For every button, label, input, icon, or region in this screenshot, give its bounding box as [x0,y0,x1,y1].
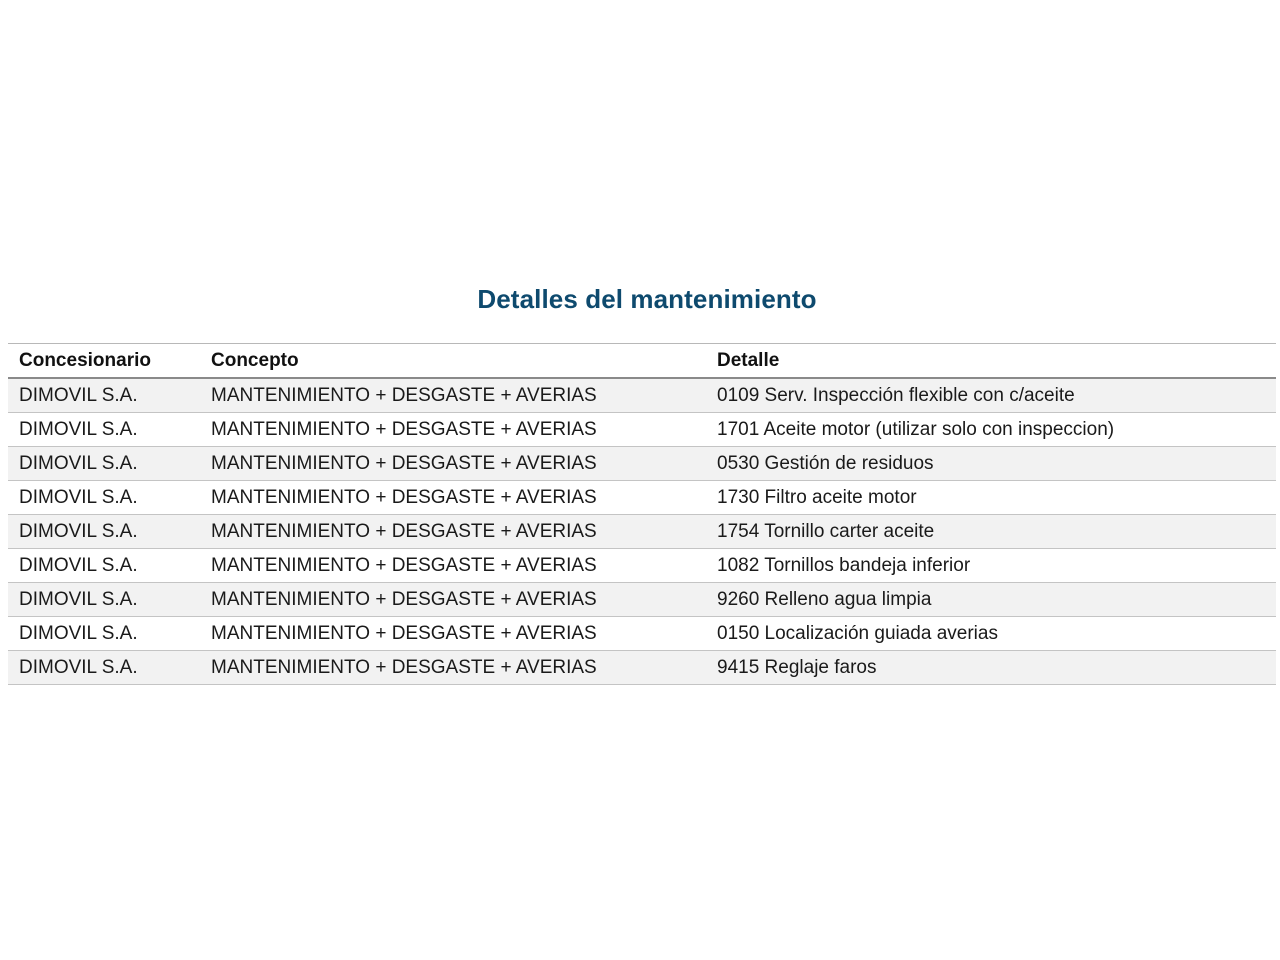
cell-detalle: 9260 Relleno agua limpia [706,583,1276,617]
table-row [8,617,1276,651]
cell-concesionario: DIMOVIL S.A. [8,413,200,447]
cell-concesionario: DIMOVIL S.A. [8,481,200,515]
cell-detalle: 9415 Reglaje faros [706,651,1276,685]
cell-detalle: 0530 Gestión de residuos [706,447,1276,481]
cell-concesionario: DIMOVIL S.A. [8,515,200,549]
cell-detalle: 1082 Tornillos bandeja inferior [706,549,1276,583]
table-row [8,447,1276,481]
table-row [8,549,1276,583]
table-row [8,481,1276,515]
cell-concesionario: DIMOVIL S.A. [8,583,200,617]
column-header-concesionario: Concesionario [19,349,151,371]
table-header [8,344,1276,379]
column-header-detalle: Detalle [717,349,780,371]
cell-concesionario: DIMOVIL S.A. [8,617,200,651]
table-row [8,651,1276,685]
cell-concepto: MANTENIMIENTO + DESGASTE + AVERIAS [200,617,706,651]
cell-concepto: MANTENIMIENTO + DESGASTE + AVERIAS [200,413,706,447]
cell-concesionario: DIMOVIL S.A. [8,378,200,413]
table-body [8,378,1276,685]
table-row [8,583,1276,617]
table-row [8,515,1276,549]
cell-concepto: MANTENIMIENTO + DESGASTE + AVERIAS [200,583,706,617]
cell-detalle: 1701 Aceite motor (utilizar solo con inspeccion) [706,413,1276,447]
header-row [8,344,1276,379]
table-row [8,413,1276,447]
cell-detalle: 0109 Serv. Inspección flexible con c/aceite [706,378,1276,413]
cell-concepto: MANTENIMIENTO + DESGASTE + AVERIAS [200,481,706,515]
cell-concepto: MANTENIMIENTO + DESGASTE + AVERIAS [200,651,706,685]
cell-concepto: MANTENIMIENTO + DESGASTE + AVERIAS [200,515,706,549]
cell-concesionario: DIMOVIL S.A. [8,447,200,481]
maintenance-table-container [8,343,1276,685]
cell-concepto: MANTENIMIENTO + DESGASTE + AVERIAS [200,378,706,413]
cell-concepto: MANTENIMIENTO + DESGASTE + AVERIAS [200,549,706,583]
cell-detalle: 1754 Tornillo carter aceite [706,515,1276,549]
maintenance-table [8,343,1276,685]
cell-concepto: MANTENIMIENTO + DESGASTE + AVERIAS [200,447,706,481]
table-row [8,378,1276,413]
cell-detalle: 1730 Filtro aceite motor [706,481,1276,515]
cell-concesionario: DIMOVIL S.A. [8,549,200,583]
cell-detalle: 0150 Localización guiada averias [706,617,1276,651]
cell-concesionario: DIMOVIL S.A. [8,651,200,685]
page-title: Detalles del mantenimiento [477,284,817,314]
column-header-concepto: Concepto [211,349,299,371]
